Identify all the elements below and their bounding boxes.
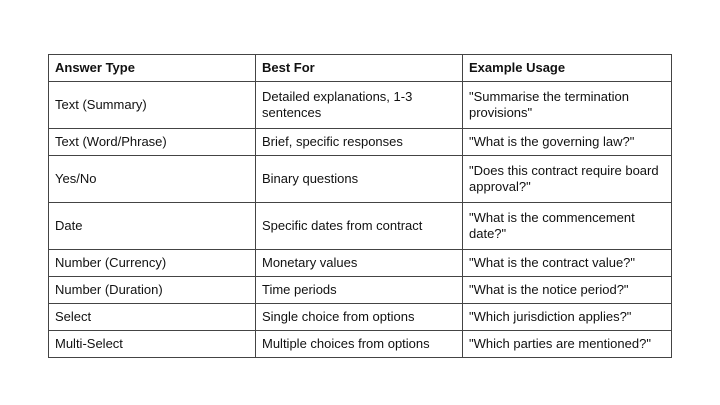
table-row xyxy=(49,129,672,156)
cell-best-for: Multiple choices from options xyxy=(256,331,463,358)
cell-answer-type: Date xyxy=(49,203,256,250)
cell-best-for: Monetary values xyxy=(256,250,463,277)
cell-best-for: Specific dates from contract xyxy=(256,203,463,250)
cell-example-usage: "Which jurisdiction applies?" xyxy=(463,304,672,331)
cell-best-for: Time periods xyxy=(256,277,463,304)
cell-best-for: Binary questions xyxy=(256,156,463,203)
header-example-usage: Example Usage xyxy=(463,55,672,82)
cell-example-usage: "What is the commencement date?" xyxy=(463,203,672,250)
table-row xyxy=(49,82,672,129)
cell-answer-type: Multi-Select xyxy=(49,331,256,358)
cell-example-usage: "What is the governing law?" xyxy=(463,129,672,156)
table-row xyxy=(49,277,672,304)
cell-answer-type: Number (Duration) xyxy=(49,277,256,304)
table-row xyxy=(49,203,672,250)
cell-example-usage: "What is the contract value?" xyxy=(463,250,672,277)
cell-best-for: Detailed explanations, 1-3 sentences xyxy=(256,82,463,129)
cell-answer-type: Select xyxy=(49,304,256,331)
cell-answer-type: Yes/No xyxy=(49,156,256,203)
table-row xyxy=(49,156,672,203)
cell-example-usage: "Does this contract require board approval?" xyxy=(463,156,672,203)
answer-types-table-container xyxy=(48,54,671,358)
table-row xyxy=(49,304,672,331)
table-row xyxy=(49,331,672,358)
cell-answer-type: Number (Currency) xyxy=(49,250,256,277)
answer-types-table xyxy=(48,54,672,358)
cell-example-usage: "What is the notice period?" xyxy=(463,277,672,304)
cell-example-usage: "Which parties are mentioned?" xyxy=(463,331,672,358)
cell-example-usage: "Summarise the termination provisions" xyxy=(463,82,672,129)
cell-answer-type: Text (Summary) xyxy=(49,82,256,129)
cell-best-for: Single choice from options xyxy=(256,304,463,331)
header-best-for: Best For xyxy=(256,55,463,82)
header-answer-type: Answer Type xyxy=(49,55,256,82)
table-header-row xyxy=(49,55,672,82)
cell-best-for: Brief, specific responses xyxy=(256,129,463,156)
table-row xyxy=(49,250,672,277)
cell-answer-type: Text (Word/Phrase) xyxy=(49,129,256,156)
